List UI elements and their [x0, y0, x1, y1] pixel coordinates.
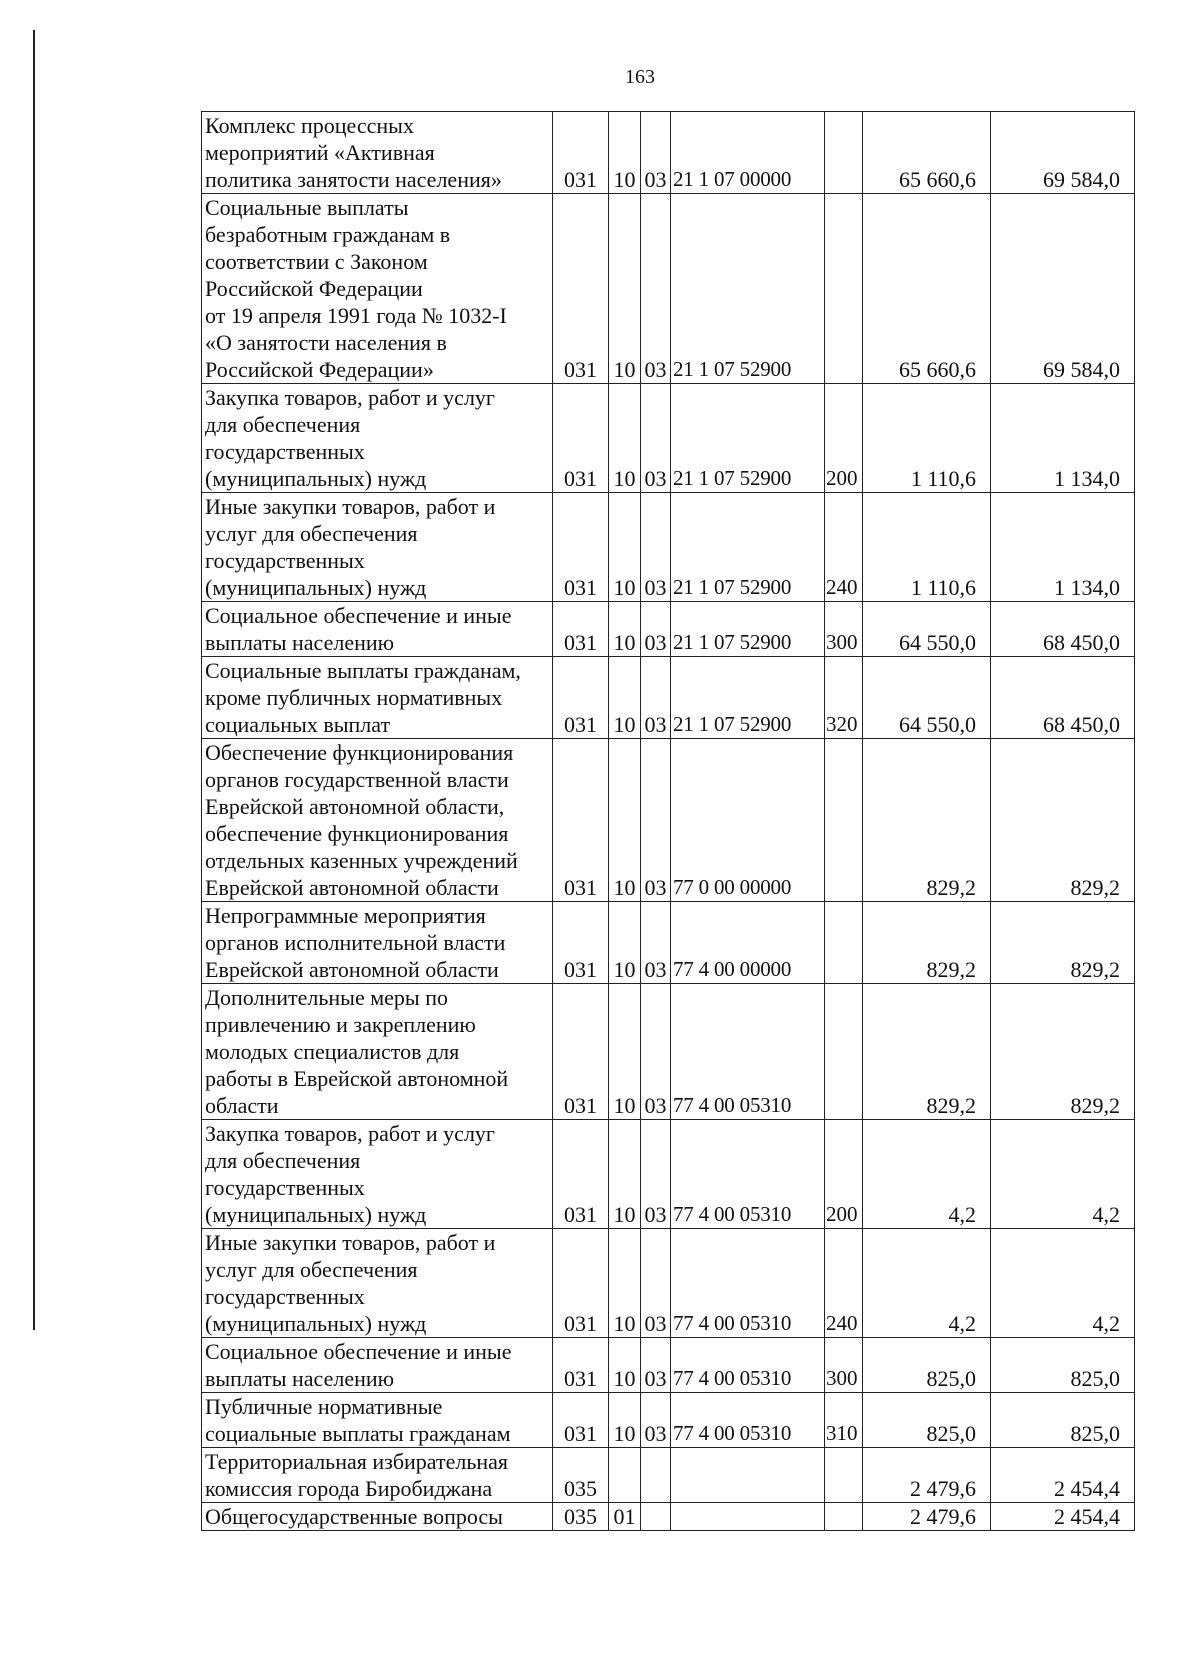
- table-row: [202, 384, 1135, 493]
- amount-year2-cell: 1 134,0: [991, 384, 1135, 493]
- ved-code-cell: 031: [553, 384, 609, 493]
- item-name-line: (муниципальных) нужд: [205, 466, 427, 491]
- target-article-cell: [671, 1503, 825, 1531]
- item-name-line: Российской Федерации»: [205, 357, 434, 382]
- item-name-line: молодых специалистов для: [205, 1039, 460, 1064]
- section-code-cell: 10: [609, 1229, 641, 1338]
- target-article-cell: 77 4 00 05310: [671, 1338, 825, 1393]
- table-row: [202, 112, 1135, 194]
- section-code-cell: 10: [609, 194, 641, 384]
- item-name-cell: [202, 112, 553, 194]
- item-name-line: Социальное обеспечение и иные: [205, 603, 512, 628]
- ved-code-cell: 031: [553, 1229, 609, 1338]
- subsection-code-cell: 03: [641, 384, 671, 493]
- target-article-cell: 77 0 00 00000: [671, 739, 825, 902]
- item-name-line: услуг для обеспечения: [205, 1257, 418, 1282]
- item-name-cell: [202, 194, 553, 384]
- amount-year2-cell: 825,0: [991, 1393, 1135, 1448]
- item-name-line: «О занятости населения в: [205, 330, 447, 355]
- item-name-line: государственных: [205, 1175, 365, 1200]
- subsection-code-cell: 03: [641, 1229, 671, 1338]
- item-name-line: Еврейской автономной области: [205, 957, 499, 982]
- item-name-line: Российской Федерации: [205, 276, 423, 301]
- subsection-code-cell: 03: [641, 902, 671, 984]
- target-article-cell: 77 4 00 00000: [671, 902, 825, 984]
- item-name-line: Еврейской автономной области,: [205, 794, 505, 819]
- item-name-line: политика занятости населения»: [205, 167, 502, 192]
- amount-year1-cell: 2 479,6: [863, 1503, 991, 1531]
- ved-code-cell: 031: [553, 984, 609, 1120]
- item-name-line: государственных: [205, 1284, 365, 1309]
- amount-year1-cell: 64 550,0: [863, 657, 991, 739]
- expense-type-cell: 240: [825, 1229, 863, 1338]
- item-name-cell: [202, 1448, 553, 1503]
- table-row: [202, 194, 1135, 384]
- section-code-cell: 10: [609, 602, 641, 657]
- section-code-cell: 10: [609, 384, 641, 493]
- item-name-cell: [202, 1120, 553, 1229]
- expense-type-cell: 320: [825, 657, 863, 739]
- page-number: 163: [625, 66, 655, 88]
- item-name-line: Непрограммные мероприятия: [205, 903, 486, 928]
- item-name-line: работы в Еврейской автономной: [205, 1066, 509, 1091]
- item-name-line: органов исполнительной власти: [205, 930, 506, 955]
- item-name-line: услуг для обеспечения: [205, 521, 418, 546]
- expense-type-cell: [825, 1503, 863, 1531]
- item-name-line: для обеспечения: [205, 1148, 361, 1173]
- table-row: [202, 657, 1135, 739]
- item-name-line: Дополнительные меры по: [205, 985, 448, 1010]
- item-name-line: комиссия города Биробиджана: [205, 1476, 493, 1501]
- section-code-cell: 10: [609, 739, 641, 902]
- table-row: [202, 493, 1135, 602]
- ved-code-cell: 031: [553, 902, 609, 984]
- item-name-cell: [202, 1393, 553, 1448]
- section-code-cell: 10: [609, 984, 641, 1120]
- target-article-cell: 77 4 00 05310: [671, 1120, 825, 1229]
- item-name-line: мероприятий «Активная: [205, 140, 435, 165]
- subsection-code-cell: 03: [641, 602, 671, 657]
- budget-table: [201, 111, 1135, 1531]
- target-article-cell: 77 4 00 05310: [671, 1229, 825, 1338]
- amount-year1-cell: 829,2: [863, 739, 991, 902]
- table-row: [202, 739, 1135, 902]
- ved-code-cell: 031: [553, 493, 609, 602]
- item-name-line: кроме публичных нормативных: [205, 685, 503, 710]
- ved-code-cell: 031: [553, 194, 609, 384]
- item-name-line: Комплекс процессных: [205, 113, 414, 138]
- subsection-code-cell: 03: [641, 194, 671, 384]
- amount-year1-cell: 65 660,6: [863, 194, 991, 384]
- item-name-line: Территориальная избирательная: [205, 1449, 509, 1474]
- item-name-line: от 19 апреля 1991 года № 1032-I: [205, 303, 507, 328]
- item-name-cell: [202, 1229, 553, 1338]
- item-name-cell: [202, 657, 553, 739]
- item-name-line: Еврейской автономной области: [205, 875, 499, 900]
- target-article-cell: 21 1 07 52900: [671, 384, 825, 493]
- item-name-line: Иные закупки товаров, работ и: [205, 494, 496, 519]
- subsection-code-cell: 03: [641, 493, 671, 602]
- subsection-code-cell: [641, 1503, 671, 1531]
- amount-year1-cell: 829,2: [863, 902, 991, 984]
- item-name-line: выплаты населению: [205, 630, 395, 655]
- item-name-line: Публичные нормативные: [205, 1394, 443, 1419]
- amount-year2-cell: 69 584,0: [991, 112, 1135, 194]
- amount-year1-cell: 4,2: [863, 1120, 991, 1229]
- item-name-line: обеспечение функционирования: [205, 821, 509, 846]
- ved-code-cell: 031: [553, 1393, 609, 1448]
- amount-year1-cell: 64 550,0: [863, 602, 991, 657]
- item-name-line: выплаты населению: [205, 1366, 395, 1391]
- target-article-cell: 21 1 07 52900: [671, 602, 825, 657]
- item-name-line: Обеспечение функционирования: [205, 740, 514, 765]
- amount-year1-cell: 1 110,6: [863, 493, 991, 602]
- target-article-cell: 21 1 07 52900: [671, 194, 825, 384]
- ved-code-cell: 031: [553, 1120, 609, 1229]
- section-code-cell: [609, 1448, 641, 1503]
- subsection-code-cell: [641, 1448, 671, 1503]
- ved-code-cell: 031: [553, 602, 609, 657]
- item-name-line: (муниципальных) нужд: [205, 575, 427, 600]
- table-row: [202, 1393, 1135, 1448]
- table-row: [202, 902, 1135, 984]
- item-name-cell: [202, 1338, 553, 1393]
- amount-year2-cell: 1 134,0: [991, 493, 1135, 602]
- section-code-cell: 10: [609, 902, 641, 984]
- item-name-line: Общегосударственные вопросы: [205, 1504, 503, 1529]
- amount-year2-cell: 4,2: [991, 1229, 1135, 1338]
- item-name-line: отдельных казенных учреждений: [205, 848, 518, 873]
- expense-type-cell: [825, 112, 863, 194]
- item-name-line: Закупка товаров, работ и услуг: [205, 1121, 495, 1146]
- amount-year1-cell: 825,0: [863, 1393, 991, 1448]
- expense-type-cell: 300: [825, 1338, 863, 1393]
- subsection-code-cell: 03: [641, 657, 671, 739]
- item-name-line: для обеспечения: [205, 412, 361, 437]
- amount-year2-cell: 829,2: [991, 739, 1135, 902]
- item-name-line: Социальные выплаты: [205, 195, 409, 220]
- item-name-cell: [202, 984, 553, 1120]
- item-name-line: (муниципальных) нужд: [205, 1311, 427, 1336]
- amount-year2-cell: 69 584,0: [991, 194, 1135, 384]
- amount-year1-cell: 65 660,6: [863, 112, 991, 194]
- amount-year1-cell: 4,2: [863, 1229, 991, 1338]
- ved-code-cell: 031: [553, 112, 609, 194]
- amount-year1-cell: 1 110,6: [863, 384, 991, 493]
- ved-code-cell: 031: [553, 1338, 609, 1393]
- expense-type-cell: [825, 1448, 863, 1503]
- amount-year2-cell: 68 450,0: [991, 602, 1135, 657]
- subsection-code-cell: 03: [641, 112, 671, 194]
- amount-year2-cell: 4,2: [991, 1120, 1135, 1229]
- expense-type-cell: 300: [825, 602, 863, 657]
- item-name-line: государственных: [205, 548, 365, 573]
- item-name-line: государственных: [205, 439, 365, 464]
- item-name-line: области: [205, 1093, 279, 1118]
- target-article-cell: 77 4 00 05310: [671, 984, 825, 1120]
- table-row: [202, 1338, 1135, 1393]
- section-code-cell: 10: [609, 112, 641, 194]
- target-article-cell: 21 1 07 00000: [671, 112, 825, 194]
- item-name-cell: [202, 739, 553, 902]
- item-name-line: безработным гражданам в: [205, 222, 451, 247]
- target-article-cell: 77 4 00 05310: [671, 1393, 825, 1448]
- expense-type-cell: 200: [825, 384, 863, 493]
- section-code-cell: 10: [609, 1120, 641, 1229]
- expense-type-cell: 310: [825, 1393, 863, 1448]
- subsection-code-cell: 03: [641, 1393, 671, 1448]
- section-code-cell: 10: [609, 1393, 641, 1448]
- expense-type-cell: 200: [825, 1120, 863, 1229]
- left-margin-line: [33, 30, 35, 1330]
- item-name-line: Иные закупки товаров, работ и: [205, 1230, 496, 1255]
- table-row: [202, 1503, 1135, 1531]
- subsection-code-cell: 03: [641, 1338, 671, 1393]
- section-code-cell: 10: [609, 1338, 641, 1393]
- table-row: [202, 1448, 1135, 1503]
- amount-year1-cell: 829,2: [863, 984, 991, 1120]
- item-name-line: Закупка товаров, работ и услуг: [205, 385, 495, 410]
- item-name-line: социальных выплат: [205, 712, 391, 737]
- subsection-code-cell: 03: [641, 739, 671, 902]
- amount-year2-cell: 829,2: [991, 902, 1135, 984]
- item-name-cell: [202, 1503, 553, 1531]
- amount-year1-cell: 2 479,6: [863, 1448, 991, 1503]
- table-row: [202, 602, 1135, 657]
- item-name-cell: [202, 602, 553, 657]
- amount-year2-cell: 2 454,4: [991, 1503, 1135, 1531]
- ved-code-cell: 031: [553, 657, 609, 739]
- target-article-cell: [671, 1448, 825, 1503]
- amount-year2-cell: 825,0: [991, 1338, 1135, 1393]
- ved-code-cell: 035: [553, 1448, 609, 1503]
- amount-year2-cell: 2 454,4: [991, 1448, 1135, 1503]
- item-name-cell: [202, 384, 553, 493]
- item-name-cell: [202, 493, 553, 602]
- expense-type-cell: [825, 902, 863, 984]
- ved-code-cell: 031: [553, 739, 609, 902]
- item-name-line: (муниципальных) нужд: [205, 1202, 427, 1227]
- table-row: [202, 984, 1135, 1120]
- subsection-code-cell: 03: [641, 1120, 671, 1229]
- item-name-line: Социальное обеспечение и иные: [205, 1339, 512, 1364]
- item-name-cell: [202, 902, 553, 984]
- section-code-cell: 10: [609, 657, 641, 739]
- item-name-line: привлечению и закреплению: [205, 1012, 476, 1037]
- section-code-cell: 01: [609, 1503, 641, 1531]
- expense-type-cell: [825, 739, 863, 902]
- item-name-line: социальные выплаты гражданам: [205, 1421, 511, 1446]
- target-article-cell: 21 1 07 52900: [671, 657, 825, 739]
- amount-year2-cell: 68 450,0: [991, 657, 1135, 739]
- expense-type-cell: [825, 984, 863, 1120]
- table-row: [202, 1229, 1135, 1338]
- ved-code-cell: 035: [553, 1503, 609, 1531]
- expense-type-cell: 240: [825, 493, 863, 602]
- expense-type-cell: [825, 194, 863, 384]
- amount-year1-cell: 825,0: [863, 1338, 991, 1393]
- target-article-cell: 21 1 07 52900: [671, 493, 825, 602]
- section-code-cell: 10: [609, 493, 641, 602]
- item-name-line: соответствии с Законом: [205, 249, 428, 274]
- item-name-line: Социальные выплаты гражданам,: [205, 658, 521, 683]
- item-name-line: органов государственной власти: [205, 767, 509, 792]
- subsection-code-cell: 03: [641, 984, 671, 1120]
- amount-year2-cell: 829,2: [991, 984, 1135, 1120]
- table-row: [202, 1120, 1135, 1229]
